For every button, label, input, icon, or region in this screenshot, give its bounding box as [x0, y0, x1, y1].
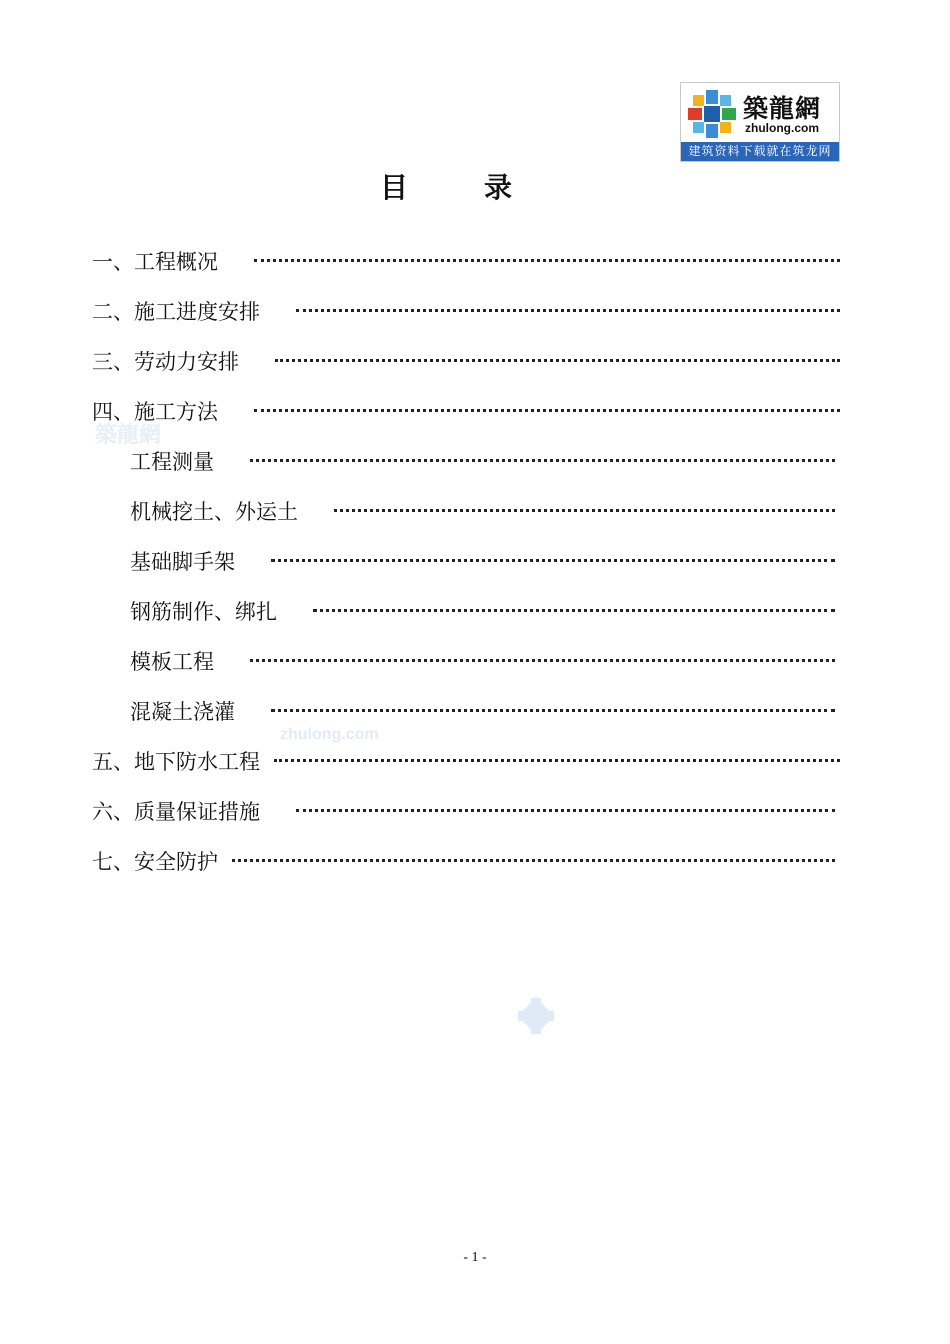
toc-entry-label: 机械挖土、外运土 — [130, 500, 298, 524]
toc-entry[interactable] — [92, 246, 840, 276]
watermark-name: 築龍網 — [95, 422, 162, 448]
toc-entry-label: 工程测量 — [130, 450, 214, 474]
toc-entry-label: 二、施工进度安排 — [92, 300, 260, 324]
logo-slogan: 建筑资料下载就在筑龙网 — [681, 142, 839, 161]
title-char-1: 目 — [380, 171, 409, 204]
toc-entry-label: 模板工程 — [130, 650, 214, 674]
dot-leader — [254, 257, 840, 262]
dot-leader — [250, 657, 835, 662]
toc-entry-label: 基础脚手架 — [130, 550, 235, 574]
zhulong-logo — [680, 82, 840, 162]
toc-entry-label: 五、地下防水工程 — [92, 750, 260, 774]
watermark-mark-icon — [516, 996, 556, 1036]
toc-subentry[interactable] — [130, 446, 835, 476]
toc-entry-label: 四、施工方法 — [92, 400, 218, 424]
toc-entry[interactable] — [92, 296, 840, 326]
dot-leader — [232, 857, 835, 862]
page-number: - 1 - — [463, 1250, 487, 1265]
dot-leader — [274, 757, 840, 762]
toc-subentry[interactable] — [130, 646, 835, 676]
toc-entry[interactable] — [92, 796, 835, 826]
logo-name: 築龍網 — [743, 94, 822, 123]
logo-domain: zhulong.com — [745, 121, 819, 135]
dot-leader — [313, 607, 835, 612]
toc-entry-label: 七、安全防护 — [92, 850, 218, 874]
toc-entry[interactable] — [92, 746, 840, 776]
toc-entry-label: 六、质量保证措施 — [92, 800, 260, 824]
dot-leader — [296, 807, 835, 812]
dot-leader — [271, 707, 835, 712]
toc-subentry[interactable] — [130, 696, 835, 726]
toc-entry[interactable] — [92, 396, 840, 426]
toc-subentry[interactable] — [130, 596, 835, 626]
dot-leader — [296, 307, 840, 312]
title-char-2: 录 — [484, 171, 513, 204]
toc-subentry[interactable] — [130, 496, 835, 526]
dot-leader — [275, 357, 840, 362]
dot-leader — [334, 507, 835, 512]
toc-entry[interactable] — [92, 846, 835, 876]
dot-leader — [254, 407, 840, 412]
dot-leader — [250, 457, 835, 462]
toc-entry-label: 钢筋制作、绑扎 — [130, 600, 277, 624]
dot-leader — [271, 557, 835, 562]
toc-entry-label: 三、劳动力安排 — [92, 350, 239, 374]
watermark-domain: zhulong.com — [280, 726, 379, 743]
toc-entry-label: 一、工程概况 — [92, 250, 218, 274]
zhulong-mark-icon — [685, 87, 739, 141]
toc-subentry[interactable] — [130, 546, 835, 576]
toc-entry[interactable] — [92, 346, 840, 376]
toc-entry-label: 混凝土浇灌 — [130, 700, 235, 724]
